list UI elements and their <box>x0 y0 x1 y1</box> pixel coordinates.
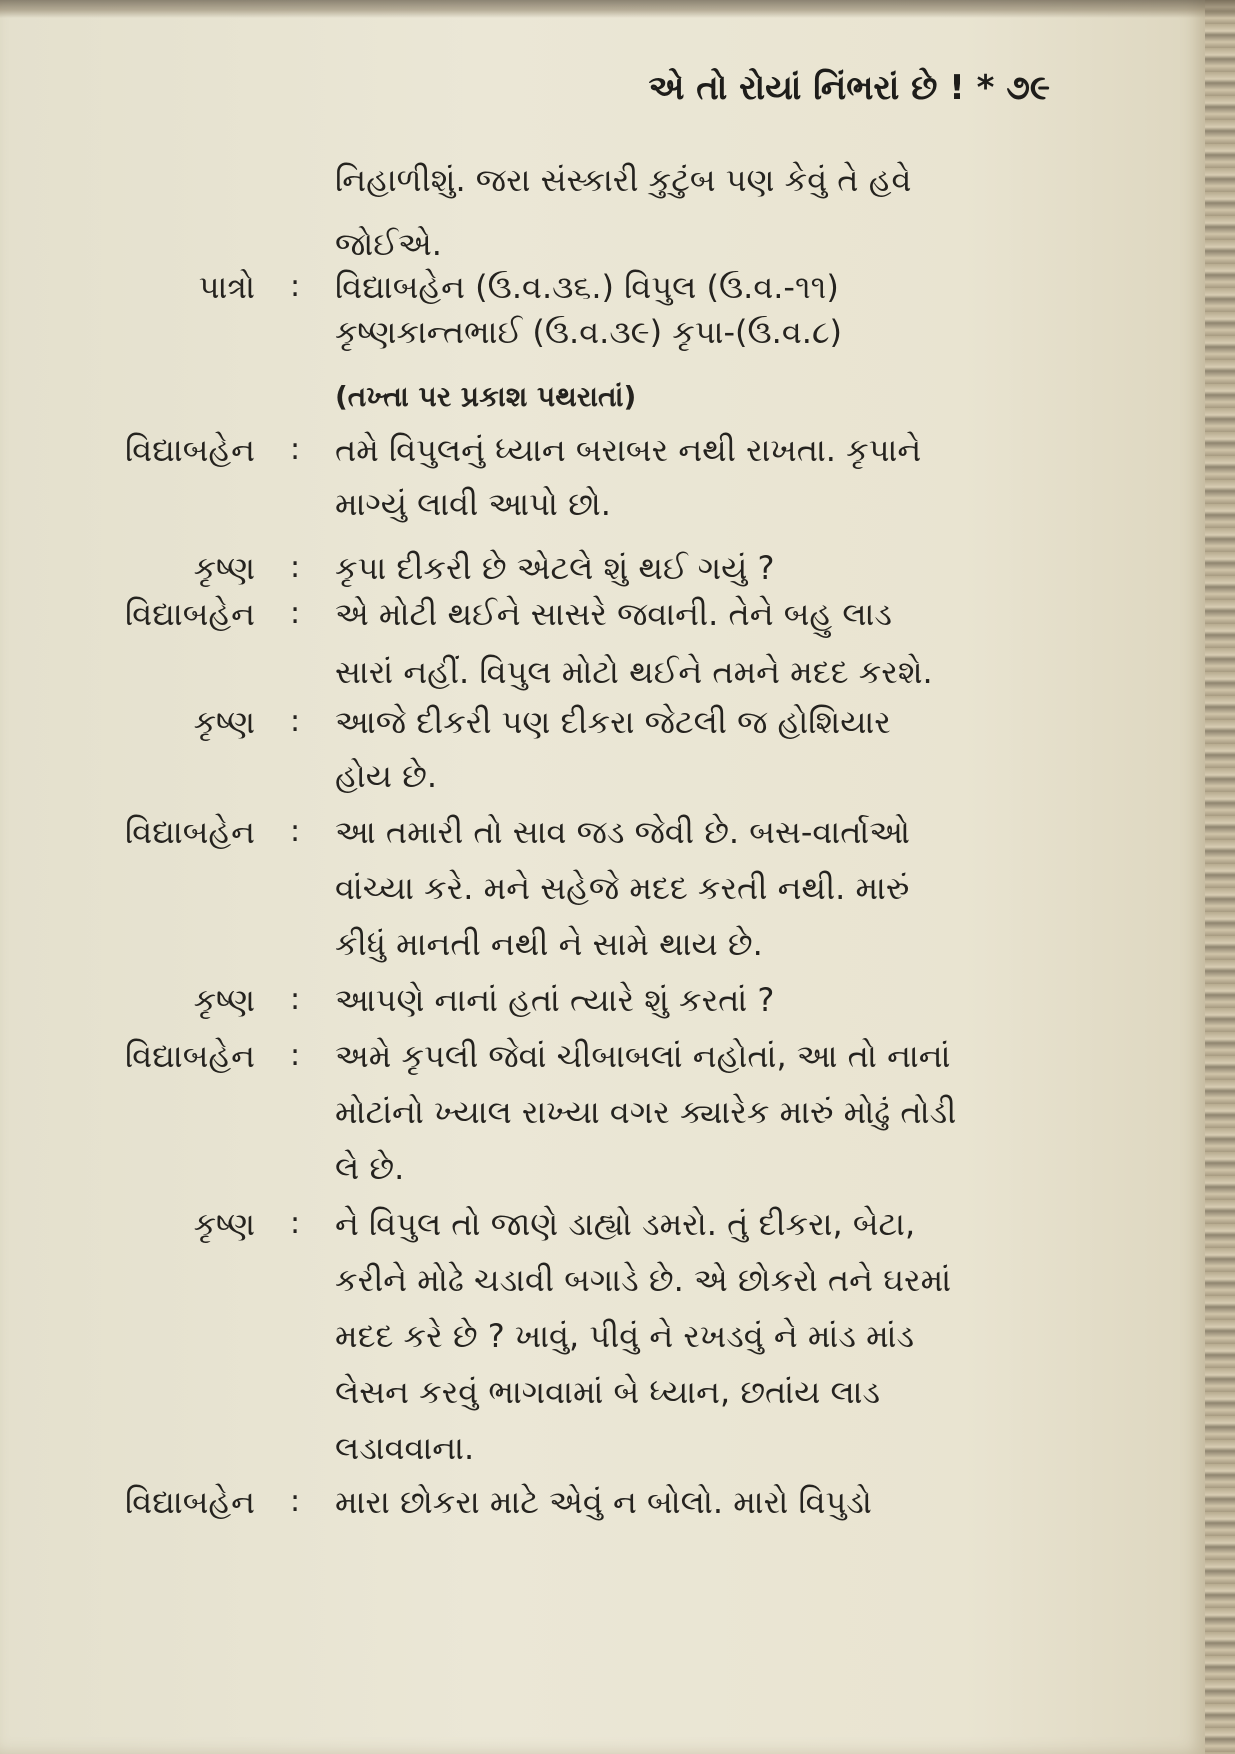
dialogue-text: લે છે. <box>335 1149 405 1187</box>
dialogue-text: માગ્યું લાવી આપો છો. <box>335 485 611 523</box>
speaker-name: વિદ્યાબહેન <box>125 595 255 633</box>
dialogue-text: વાંચ્યા કરે. મને સહેજે મદદ કરતી નથી. મારું <box>335 869 910 907</box>
dialogue-text: લડાવવાના. <box>335 1429 475 1467</box>
speaker-name: કૃષ્ણ <box>193 981 255 1019</box>
dialogue-text: હોય છે. <box>335 757 438 795</box>
speaker-name: કૃષ્ણ <box>193 549 255 587</box>
dialogue-text: ને વિપુલ તો જાણે ડાહ્યો ડમરો. તું દીકરા, બેટા, <box>335 1205 916 1243</box>
speaker-colon: : <box>289 1484 301 1519</box>
dialogue-text: અમે કૃપલી જેવાં ચીબાબલાં નહોતાં, આ તો નાનાં <box>335 1037 951 1075</box>
dialogue-text: કરીને મોઢે ચડાવી બગાડે છે. એ છોકરો તને ઘરમાં <box>335 1261 952 1299</box>
running-header: એ તો રોયાં નિંભરાં છે ! * ૭૯ <box>648 68 1050 108</box>
dialogue-text: મારા છોકરા માટે એવું ન બોલો. મારો વિપુડો <box>335 1483 872 1521</box>
dialogue-text: મોટાંનો ખ્યાલ રાખ્યા વગર ક્યારેક મારું મોઢું તોડી <box>335 1093 957 1131</box>
speaker-colon: : <box>289 269 301 304</box>
speaker-colon: : <box>289 1206 301 1241</box>
speaker-name: વિદ્યાબહેન <box>125 1483 255 1521</box>
dialogue-text: લેસન કરવું ભાગવામાં બે ધ્યાન, છતાંય લાડ <box>335 1373 881 1411</box>
dialogue-text: એ મોટી થઈને સાસરે જવાની. તેને બહુ લાડ <box>335 595 892 633</box>
speaker-name: વિદ્યાબહેન <box>125 431 255 469</box>
speaker-name: વિદ્યાબહેન <box>125 813 255 851</box>
dialogue-text: વિદ્યાબહેન (ઉ.વ.૩૬.) વિપુલ (ઉ.વ.-૧૧) <box>335 268 839 306</box>
speaker-name: પાત્રો <box>198 268 255 306</box>
speaker-colon: : <box>289 814 301 849</box>
dialogue-text: આપણે નાનાં હતાં ત્યારે શું કરતાં ? <box>335 981 775 1019</box>
dialogue-text: (તખ્તા પર પ્રકાશ પથરાતાં) <box>335 380 637 413</box>
speaker-colon: : <box>289 550 301 585</box>
dialogue-text: સારાં નહીં. વિપુલ મોટો થઈને તમને મદદ કરશે. <box>335 653 933 691</box>
dialogue-text: આ તમારી તો સાવ જડ જેવી છે. બસ-વાર્તાઓ <box>335 813 910 851</box>
dialogue-text: આજે દીકરી પણ દીકરા જેટલી જ હોશિયાર <box>335 703 891 741</box>
speaker-colon: : <box>289 704 301 739</box>
dialogue-text: મદદ કરે છે ? ખાવું, પીવું ને રખડવું ને માંડ માંડ <box>335 1317 915 1355</box>
speaker-name: કૃષ્ણ <box>193 703 255 741</box>
dialogue-text: કૃષ્ણકાન્તભાઈ (ઉ.વ.૩૯) કૃપા-(ઉ.વ.૮) <box>335 313 843 351</box>
dialogue-text: તમે વિપુલનું ધ્યાન બરાબર નથી રાખતા. કૃપાને <box>335 431 922 469</box>
speaker-colon: : <box>289 1038 301 1073</box>
speaker-colon: : <box>289 432 301 467</box>
dialogue-text: જોઈએ. <box>335 225 442 263</box>
speaker-colon: : <box>289 596 301 631</box>
speaker-colon: : <box>289 982 301 1017</box>
top-shadow <box>0 0 1235 18</box>
speaker-name: વિદ્યાબહેન <box>125 1037 255 1075</box>
dialogue-text: નિહાળીશું. જરા સંસ્કારી કુટુંબ પણ કેવું તે હવે <box>335 161 912 199</box>
page-edge <box>1205 0 1235 1754</box>
speaker-name: કૃષ્ણ <box>193 1205 255 1243</box>
dialogue-text: કૃપા દીકરી છે એટલે શું થઈ ગયું ? <box>335 549 775 587</box>
dialogue-text: કીધું માનતી નથી ને સામે થાય છે. <box>335 925 763 963</box>
